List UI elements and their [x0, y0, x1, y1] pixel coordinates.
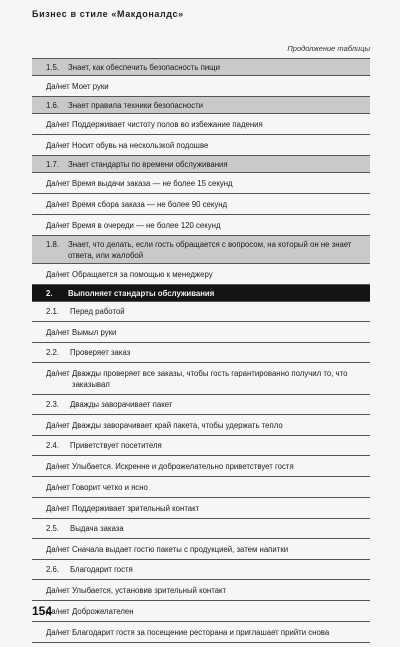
table-body	[32, 59, 370, 643]
row-number: 1.8.	[46, 240, 60, 249]
yes-no-marker: Да/нет	[46, 200, 70, 209]
table-row-heading	[32, 436, 370, 455]
yes-no-marker: Да/нет	[46, 270, 70, 279]
row-text: Доброжелателен	[72, 607, 134, 616]
yes-no-marker: Да/нет	[46, 82, 70, 91]
yes-no-marker: Да/нет	[46, 586, 70, 595]
row-text: Вымыл руки	[72, 328, 117, 337]
table-row-heading	[32, 59, 370, 75]
row-text: Перед работой	[70, 307, 125, 316]
yes-no-marker: Да/нет	[46, 141, 70, 150]
table-row-heading	[32, 236, 370, 263]
row-text: Говорит четко и ясно	[72, 483, 148, 492]
row-text: Знает, что делать, если гость обращается с вопросом, на который он не знает ответа, или жалобой	[68, 240, 352, 260]
row-number: 2.	[46, 289, 53, 298]
row-text: Приветствует посетителя	[70, 441, 162, 450]
continuation-label: Продолжение таблицы	[287, 44, 370, 53]
table-row-item	[32, 76, 370, 96]
table-row-heading	[32, 285, 370, 301]
row-text: Проверяет заказ	[70, 348, 131, 357]
running-title: Бизнес в стиле «Макдоналдс»	[32, 9, 184, 19]
row-text: Дважды заворачивает пакет	[70, 400, 173, 409]
checklist-table	[32, 58, 370, 643]
row-text: Знает стандарты по времени обслуживания	[68, 160, 228, 169]
yes-no-marker: Да/нет	[46, 179, 70, 188]
table-row-item	[32, 601, 370, 621]
row-text: Поддерживает зрительный контакт	[72, 504, 200, 513]
yes-no-marker: Да/нет	[46, 545, 70, 554]
row-text: Благодарит гостя за посещение ресторана и приглашает прийти снова	[72, 628, 330, 637]
row-text: Носит обувь на нескользкой подошве	[72, 141, 209, 150]
row-text: Выдача заказа	[70, 524, 124, 533]
row-number: 1.7.	[46, 160, 60, 169]
row-text: Время сбора заказа — не более 90 секунд	[72, 200, 228, 209]
table-row-item	[32, 114, 370, 134]
yes-no-marker: Да/нет	[46, 607, 70, 616]
yes-no-marker: Да/нет	[46, 483, 70, 492]
table-row-item	[32, 363, 370, 394]
row-text: Время выдачи заказа — не более 15 секунд	[72, 179, 233, 188]
row-rule	[32, 642, 370, 643]
row-text: Улыбается. Искренне и доброжелательно приветствует гостя	[72, 462, 294, 471]
table-row-heading	[32, 560, 370, 579]
yes-no-marker: Да/нет	[46, 421, 70, 430]
table-row-heading	[32, 343, 370, 362]
table-row-heading	[32, 156, 370, 172]
row-number: 2.6.	[46, 565, 60, 574]
table-row-item	[32, 415, 370, 435]
row-text: Моет руки	[72, 82, 109, 91]
table-row-item	[32, 539, 370, 559]
yes-no-marker: Да/нет	[46, 328, 70, 337]
row-text: Сначала выдает гостю пакеты с продукцией, затем напитки	[72, 545, 289, 554]
table-row-item	[32, 215, 370, 235]
row-number: 1.6.	[46, 101, 60, 110]
row-text: Время в очереди — не более 120 секунд	[72, 221, 221, 230]
yes-no-marker: Да/нет	[46, 462, 70, 471]
yes-no-marker: Да/нет	[46, 504, 70, 513]
yes-no-marker: Да/нет	[46, 120, 70, 129]
row-text: Выполняет стандарты обслуживания	[68, 289, 215, 298]
row-text: Знает правила техники безопасности	[68, 101, 204, 110]
table-row-item	[32, 456, 370, 476]
table-row-item	[32, 477, 370, 497]
table-row-item	[32, 580, 370, 600]
row-number: 2.5.	[46, 524, 60, 533]
table-row-item	[32, 173, 370, 193]
page-number: 154	[32, 604, 53, 618]
row-text: Дважды проверяет все заказы, чтобы гость гарантированно получил то, что заказывал	[72, 369, 348, 389]
row-number: 1.5.	[46, 63, 60, 72]
yes-no-marker: Да/нет	[46, 221, 70, 230]
table-row-item	[32, 498, 370, 518]
row-number: 2.1.	[46, 307, 60, 316]
row-number: 2.4.	[46, 441, 60, 450]
table-row-item	[32, 622, 370, 642]
table-row-item	[32, 322, 370, 342]
row-text: Знает, как обеспечить безопасность пищи	[68, 63, 220, 72]
row-text: Улыбается, установив зрительный контакт	[72, 586, 227, 595]
row-number: 2.2.	[46, 348, 60, 357]
row-number: 2.3.	[46, 400, 60, 409]
table-row-item	[32, 264, 370, 284]
table-row-heading	[32, 97, 370, 113]
yes-no-marker: Да/нет	[46, 369, 70, 378]
row-text: Поддерживает чистоту полов во избежание падения	[72, 120, 263, 129]
row-text: Обращается за помощью к менеджеру	[72, 270, 213, 279]
yes-no-marker: Да/нет	[46, 628, 70, 637]
table-row-item	[32, 194, 370, 214]
table-row-heading	[32, 519, 370, 538]
table-row-item	[32, 135, 370, 155]
row-text: Благодарит гостя	[70, 565, 133, 574]
table-row-heading	[32, 302, 370, 321]
row-text: Дважды заворачивает край пакета, чтобы удержать тепло	[72, 421, 283, 430]
table-row-heading	[32, 395, 370, 414]
